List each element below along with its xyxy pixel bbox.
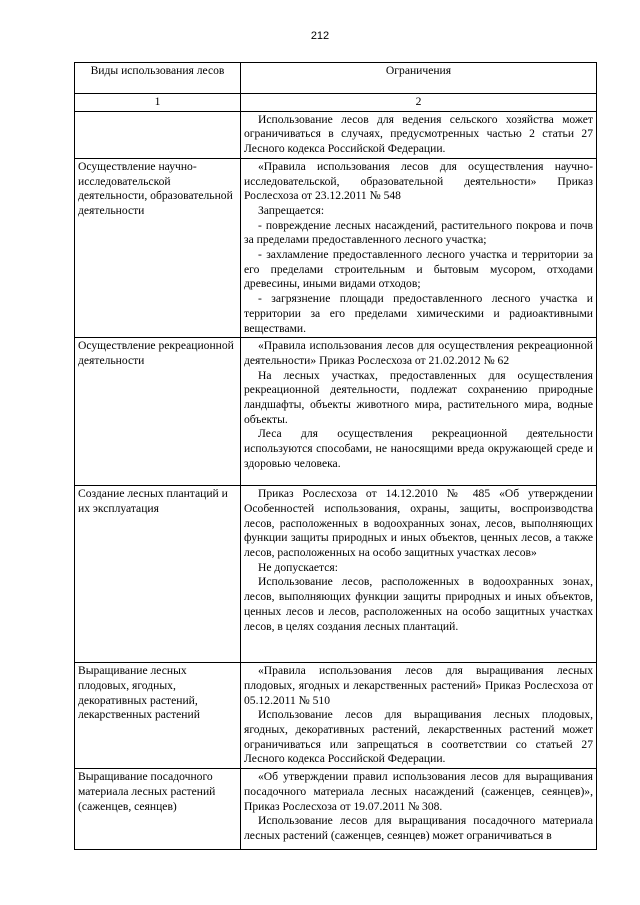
forest-use-type: Выращивание лесных плодовых, ягодных, декоративных растений, лекарственных растений — [75, 663, 241, 769]
restriction-paragraph: - загрязнение площади предоставленного лесного участка и территории за его пределами химическими и радиоактивными веществами. — [244, 292, 593, 335]
table-row — [75, 158, 597, 337]
column-number-1: 1 — [75, 94, 241, 112]
header-restrictions: Ограничения — [241, 63, 597, 94]
table-row — [75, 663, 597, 769]
restriction-paragraph: - повреждение лесных насаждений, растительного покрова и почв за пределами предоставленного лесного участка; — [244, 218, 593, 247]
restriction-paragraph: «Правила использования лесов для осуществления научно-исследовательской, образовательной деятельности» Приказ Рослесхоза от 23.12.2011 № 548 — [244, 159, 593, 203]
restriction-paragraph: «Правила использования лесов для осуществления рекреационной деятельности» Приказ Рослесхоза от 21.02.2012 № 62 — [244, 339, 593, 367]
restriction-paragraph: «Об утверждении правил использования лесов для выращивания посадочного материала лесных насаждений (саженцев, сеянцев)», Приказ Рослесхоза от 19.07.2011 № 308. — [244, 770, 593, 813]
page-number: 212 — [310, 30, 330, 42]
forest-use-type: Осуществление рекреационной деятельности — [75, 338, 241, 486]
forest-use-restrictions-table — [74, 62, 597, 850]
column-number-2: 2 — [241, 94, 597, 112]
restrictions-cell — [241, 486, 597, 663]
restrictions-cell — [241, 663, 597, 769]
forest-use-type: Создание лесных плантаций и их эксплуатация — [75, 486, 241, 663]
table-row — [75, 338, 597, 486]
header-forest-use-types: Виды использования лесов — [75, 63, 241, 94]
forest-use-type — [75, 111, 241, 158]
restriction-paragraph: - захламление предоставленного лесного участка и территории за его пределами строительным и бытовым мусором, отходами древесины, иными видами отходов; — [244, 248, 593, 291]
table-row — [75, 769, 597, 850]
restriction-paragraph: Не допускается: — [258, 560, 338, 574]
restrictions-cell — [241, 158, 597, 337]
forest-use-type: Осуществление научно-исследовательской деятельности, образовательной деятельности — [75, 158, 241, 337]
restrictions-cell — [241, 769, 597, 850]
restriction-paragraph: Использование лесов для выращивания лесных плодовых, ягодных, декоративных растений, лекарственных растений может ограничиваться или запрещаться в соответствии со статьей 27 Лесного кодекса Российской Федерации. — [244, 708, 593, 766]
restriction-paragraph: «Правила использования лесов для выращивания лесных плодовых, ягодных и лекарственных растений» Приказ Рослесхоза от 05.12.2011 № 510 — [244, 664, 593, 707]
restriction-paragraph: Леса для осуществления рекреационной деятельности используются способами, не наносящими вреда окружающей среде и здоровью человека. — [244, 427, 593, 470]
table-row — [75, 486, 597, 663]
restriction-paragraph: Запрещается: — [258, 203, 325, 217]
restriction-paragraph: На лесных участках, предоставленных для осуществления рекреационной деятельности, подлежат сохранению природные ландшафты, объекты животного мира, растительного мира, водные объекты. — [244, 368, 593, 426]
table-header-row — [75, 63, 597, 94]
restriction-paragraph: Использование лесов для ведения сельского хозяйства может ограничиваться в случаях, предусмотренных частью 2 статьи 27 Лесного кодекса Российской Федерации. — [244, 112, 593, 156]
restriction-paragraph: Использование лесов для выращивания посадочного материала лесных растений (саженцев, сеянцев) может ограничиваться в — [244, 814, 593, 842]
forest-use-type: Выращивание посадочного материала лесных растений (саженцев, сеянцев) — [75, 769, 241, 850]
restriction-paragraph: Приказ Рослесхоза от 14.12.2010 № 485 «Об утверждении Особенностей использования, охраны, защиты, воспроизводства лесов, расположенных в водоохранных зонах, лесов, выполняющих функции защиты природных и иных объектов, ценных лесов, а также лесов, расположенных на особо защитных участках лесов» — [244, 487, 593, 560]
column-number-row — [75, 94, 597, 112]
restrictions-cell — [241, 338, 597, 486]
restriction-paragraph: Использование лесов, расположенных в водоохранных зонах, лесов, выполняющих функции защиты природных и иных объектов, ценных лесов и лесов, расположенных на особо защитных участках лесов, в целях создания лесных плантаций. — [244, 575, 593, 633]
table-row — [75, 111, 597, 158]
restrictions-cell — [241, 111, 597, 158]
